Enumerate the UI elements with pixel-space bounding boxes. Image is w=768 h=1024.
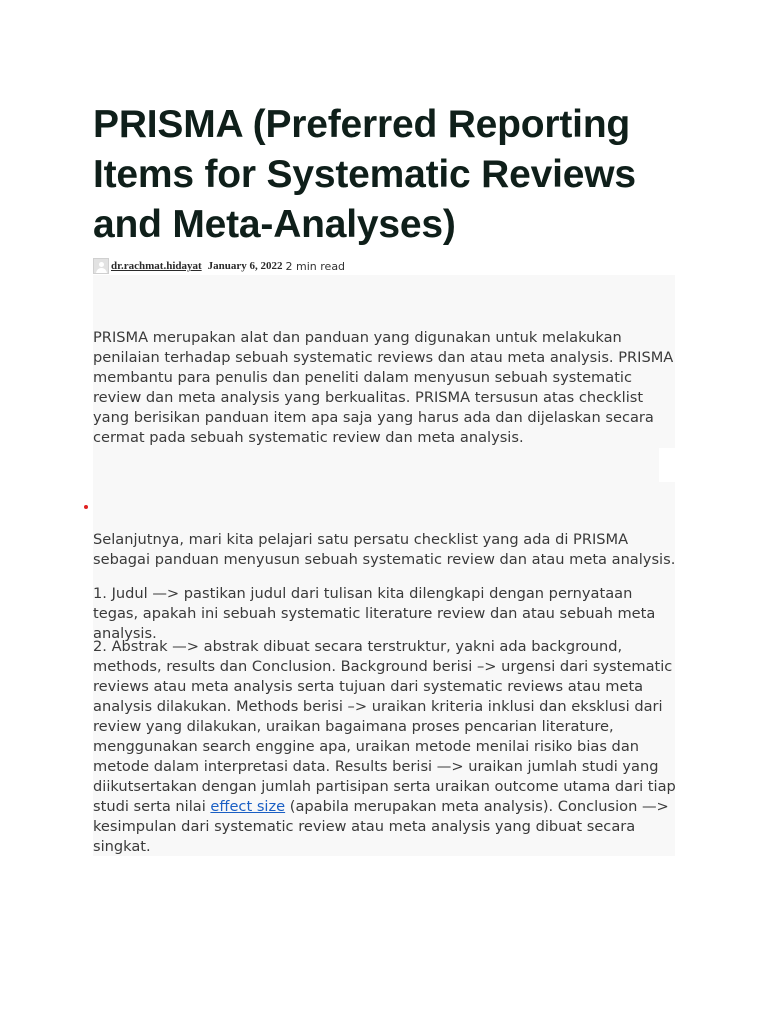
abstrak-text-after-link: (apabila merupakan meta analysis). Conclusion —> kesimpulan dari systematic review atau meta analysis yang dibuat secara singkat. — [93, 798, 669, 855]
checklist-intro-paragraph: Selanjutnya, mari kita pelajari satu persatu checklist yang ada di PRISMA sebagai panduan menyusun sebuah systematic review dan atau meta analysis. — [93, 531, 676, 568]
user-avatar-icon[interactable] — [93, 258, 109, 274]
bullet-dot-icon — [84, 505, 88, 509]
read-time: 2 min read — [285, 259, 346, 273]
intro-paragraph: PRISMA merupakan alat dan panduan yang digunakan untuk melakukan penilaian terhadap sebuah systematic reviews dan atau meta analysis. PRISMA membantu para penulis dan peneliti dalam menyusun sebuah systematic review dan meta analysis yang berkualitas. PRISMA tersusun atas checklist yang berisikan panduan item apa saja yang harus ada dan dijelaskan secara cermat pada sebuah systematic review dan meta analysis. — [93, 329, 674, 446]
effect-size-link[interactable]: effect size — [210, 798, 286, 815]
article-meta — [93, 257, 345, 275]
abstrak-text-before-link: 2. Abstrak —> abstrak dibuat secara terstruktur, yakni ada background, methods, results dan Conclusion. Background berisi –> urgensi dari systematic reviews atau meta analysis serta tujuan dari systematic reviews atau meta analysis dilakukan. Methods berisi –> uraikan kriteria inklusi dan eksklusi dari review yang dilakukan, uraikan bagaimana proses pencarian literature, menggunakan search enggine apa, uraikan metode menilai risiko bias dan metode dalam interpretasi data. Results berisi —> uraikan jumlah studi yang diikutsertakan dengan jumlah partisipan serta uraikan outcome utama dari tiap studi serta nilai — [93, 638, 676, 815]
author-link[interactable]: dr.rachmat.hidayat — [111, 260, 202, 272]
checklist-item-abstrak — [93, 637, 677, 857]
page-title: PRISMA (Preferred Reporting Items for Systematic Reviews and Meta-Analyses) — [93, 103, 636, 246]
content-background-gap — [93, 448, 659, 482]
checklist-item-judul: 1. Judul —> pastikan judul dari tulisan kita dilengkapi dengan pernyataan tegas, apakah ini sebuah systematic literature review dan atau sebuah meta analysis. — [93, 585, 656, 642]
publish-date: January 6, 2022 — [207, 260, 283, 272]
